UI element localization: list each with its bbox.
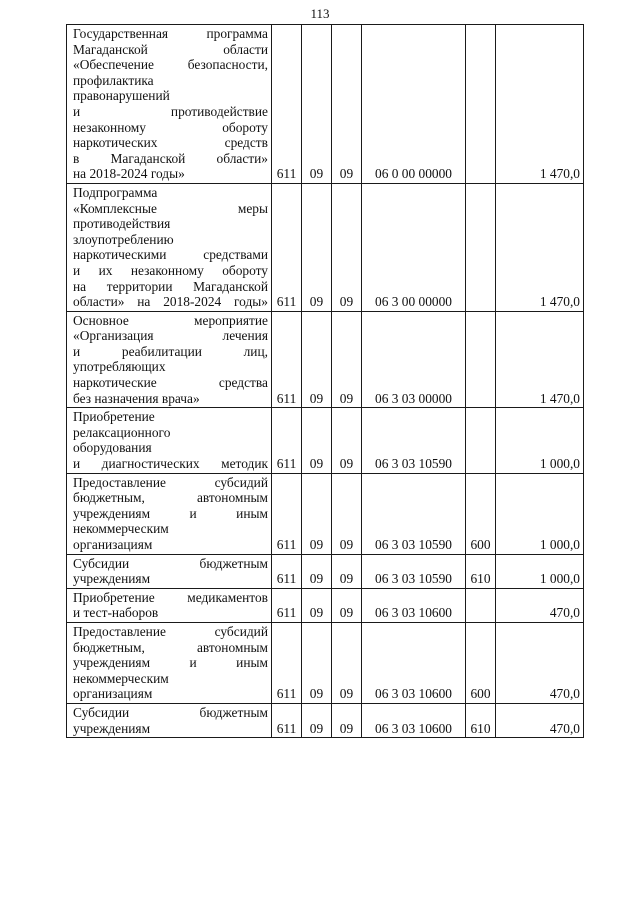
item-name-line: и их незаконному обороту [73,262,268,278]
budget-table [66,24,584,738]
item-name-cell [67,25,272,184]
item-name-line: и противодействие [73,103,268,119]
ministry-code-cell: 611 [272,622,302,703]
item-name-line: на 2018-2024 годы» [73,166,185,182]
expense-type-code-cell: 610 [466,554,496,588]
amount-cell: 1 470,0 [496,25,584,184]
ministry-code-cell: 611 [272,588,302,622]
item-name-line: Магаданской области [73,41,268,57]
ministry-code-cell: 611 [272,473,302,554]
item-name-line: и диагностических методик [73,456,268,472]
item-name-line: учреждениям и иным [73,655,268,671]
table-row [67,408,584,473]
amount-cell: 470,0 [496,588,584,622]
item-name-line: учреждениям [73,720,151,736]
section-code-cell: 09 [302,622,332,703]
amount-cell: 1 470,0 [496,183,584,311]
item-name-line: Основное мероприятие [73,312,268,328]
ministry-code-cell: 611 [272,703,302,737]
target-item-code-cell: 06 0 00 00000 [362,25,466,184]
item-name-line: Приобретение медикаментов [73,589,268,605]
item-name-line: «Обеспечение безопасности, [73,57,268,73]
section-code-cell: 09 [302,183,332,311]
item-name-line: злоупотреблению [73,231,174,247]
expense-type-code-cell: 610 [466,703,496,737]
item-name-line: оборудования [73,440,152,456]
item-name-cell [67,408,272,473]
table-row [67,622,584,703]
item-name-line: некоммерческим [73,521,169,537]
subsection-code-cell: 09 [332,703,362,737]
item-name-line: организациям [73,537,153,552]
page-number: 113 [310,6,330,21]
item-name-cell [67,703,272,737]
item-name-cell [67,473,272,554]
item-name-line: профилактика [73,72,154,88]
target-item-code-cell: 06 3 03 00000 [362,311,466,408]
amount-cell: 1 000,0 [496,473,584,554]
target-item-code-cell: 06 3 03 10600 [362,588,466,622]
item-name-line: и тест-наборов [73,605,159,621]
section-code-cell: 09 [302,554,332,588]
table-row [67,554,584,588]
ministry-code-cell: 611 [272,183,302,311]
target-item-code-cell: 06 3 03 10590 [362,408,466,473]
target-item-code-cell: 06 3 03 10600 [362,703,466,737]
item-name-line: на территории Магаданской [73,278,268,294]
expense-type-code-cell [466,311,496,408]
subsection-code-cell: 09 [332,183,362,311]
target-item-code-cell: 06 3 03 10590 [362,554,466,588]
item-name-cell [67,554,272,588]
section-code-cell: 09 [302,408,332,473]
amount-cell: 1 000,0 [496,554,584,588]
item-name-line: противодействия [73,216,171,232]
ministry-code-cell: 611 [272,25,302,184]
item-name-line: области» на 2018-2024 годы» [73,294,268,310]
section-code-cell: 09 [302,473,332,554]
subsection-code-cell: 09 [332,311,362,408]
subsection-code-cell: 09 [332,622,362,703]
item-name-line: организациям [73,686,153,702]
target-item-code-cell: 06 3 03 10590 [362,473,466,554]
item-name-line: некоммерческим [73,670,169,686]
ministry-code-cell: 611 [272,554,302,588]
item-name-line: без назначения врача» [73,390,200,406]
section-code-cell: 09 [302,588,332,622]
item-name-line: употребляющих [73,359,166,375]
amount-cell: 1 470,0 [496,311,584,408]
expense-type-code-cell [466,25,496,184]
item-name-line: Предоставление субсидий [73,474,268,490]
expense-type-code-cell [466,588,496,622]
item-name-line: в Магаданской области» [73,150,268,166]
subsection-code-cell: 09 [332,473,362,554]
item-name-line: Субсидии бюджетным [73,555,268,571]
item-name-line: бюджетным, автономным [73,639,268,655]
subsection-code-cell: 09 [332,25,362,184]
target-item-code-cell: 06 3 03 10600 [362,622,466,703]
item-name-cell [67,588,272,622]
table-row [67,183,584,311]
item-name-line: релаксационного [73,424,171,440]
amount-cell: 470,0 [496,703,584,737]
item-name-line: наркотические средства [73,375,268,391]
ministry-code-cell: 611 [272,311,302,408]
section-code-cell: 09 [302,25,332,184]
expense-type-code-cell [466,408,496,473]
expense-type-code-cell: 600 [466,473,496,554]
target-item-code-cell: 06 3 00 00000 [362,183,466,311]
amount-cell: 470,0 [496,622,584,703]
expense-type-code-cell: 600 [466,622,496,703]
item-name-cell [67,311,272,408]
expense-type-code-cell [466,183,496,311]
subsection-code-cell: 09 [332,588,362,622]
item-name-line: «Организация лечения [73,328,268,344]
table-row [67,311,584,408]
item-name-line: наркотическими средствами [73,247,268,263]
item-name-line: незаконному обороту [73,119,268,135]
item-name-cell [67,183,272,311]
item-name-line: Предоставление субсидий [73,623,268,639]
table-row [67,588,584,622]
item-name-line: бюджетным, автономным [73,490,268,506]
item-name-line: «Комплексные меры [73,200,268,216]
amount-cell: 1 000,0 [496,408,584,473]
item-name-line: и реабилитации лиц, [73,343,268,359]
table-row [67,25,584,184]
item-name-line: учреждениям и иным [73,505,268,521]
subsection-code-cell: 09 [332,408,362,473]
table-row [67,473,584,554]
item-name-line: Субсидии бюджетным [73,704,268,720]
section-code-cell: 09 [302,703,332,737]
table-row [67,703,584,737]
item-name-line: правонарушений [73,88,170,104]
item-name-line: Подпрограмма [73,184,158,200]
item-name-cell [67,622,272,703]
table-body [67,25,584,738]
item-name-line: Государственная программа [73,26,268,41]
section-code-cell: 09 [302,311,332,408]
item-name-line: учреждениям [73,571,151,587]
ministry-code-cell: 611 [272,408,302,473]
item-name-line: Приобретение [73,409,155,425]
subsection-code-cell: 09 [332,554,362,588]
item-name-line: наркотических средств [73,135,268,151]
